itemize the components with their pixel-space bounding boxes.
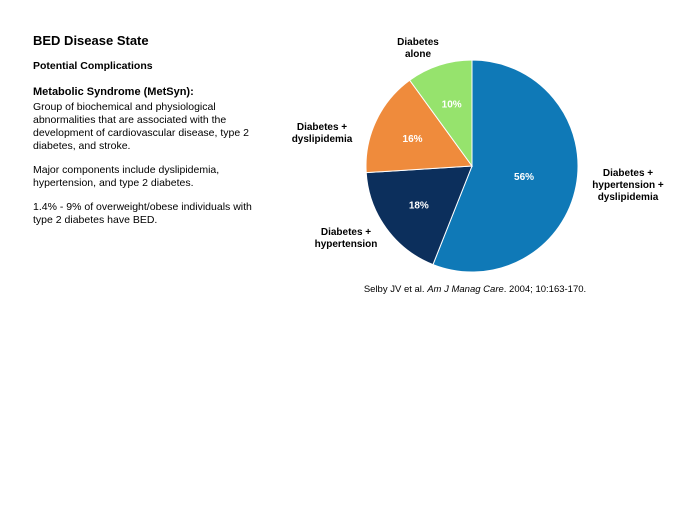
slice-category-label-diabetes-dyslipidemia: Diabetes + dyslipidemia — [291, 122, 353, 145]
section-heading: Metabolic Syndrome (MetSyn): — [33, 86, 194, 98]
slice-value-label-diabetes-alone: 10% — [441, 99, 462, 111]
slice-category-label-diabetes-alone: Diabetes alone — [397, 37, 439, 60]
citation-details: . 2004; 10:163-170. — [503, 284, 587, 295]
paragraph-definition: Group of biochemical and physiological abnormalities that are associated with the development of cardiovascular disease, type 2 diabetes, and stroke. — [33, 101, 249, 152]
page-title: BED Disease State — [33, 33, 149, 48]
paragraph-prevalence: 1.4% - 9% of overweight/obese individuals with type 2 diabetes have BED. — [33, 201, 252, 226]
page-subtitle: Potential Complications — [33, 60, 153, 72]
paragraph-components: Major components include dyslipidemia, hypertension, and type 2 diabetes. — [33, 164, 220, 189]
citation — [350, 284, 600, 295]
slice-value-label-diabetes-hypertension: 18% — [408, 200, 429, 212]
citation-authors: Selby JV et al. — [363, 284, 425, 295]
citation-journal: Am J Manag Care — [427, 284, 504, 295]
slice-category-label-diabetes-hypertension-dyslipidemia: Diabetes + hypertension + dyslipidemia — [592, 168, 664, 203]
slice-value-label-diabetes-dyslipidemia: 16% — [402, 134, 423, 146]
slice-category-label-diabetes-hypertension: Diabetes + hypertension — [314, 227, 378, 250]
slice-value-label-diabetes-hypertension-dyslipidemia: 56% — [514, 171, 535, 183]
